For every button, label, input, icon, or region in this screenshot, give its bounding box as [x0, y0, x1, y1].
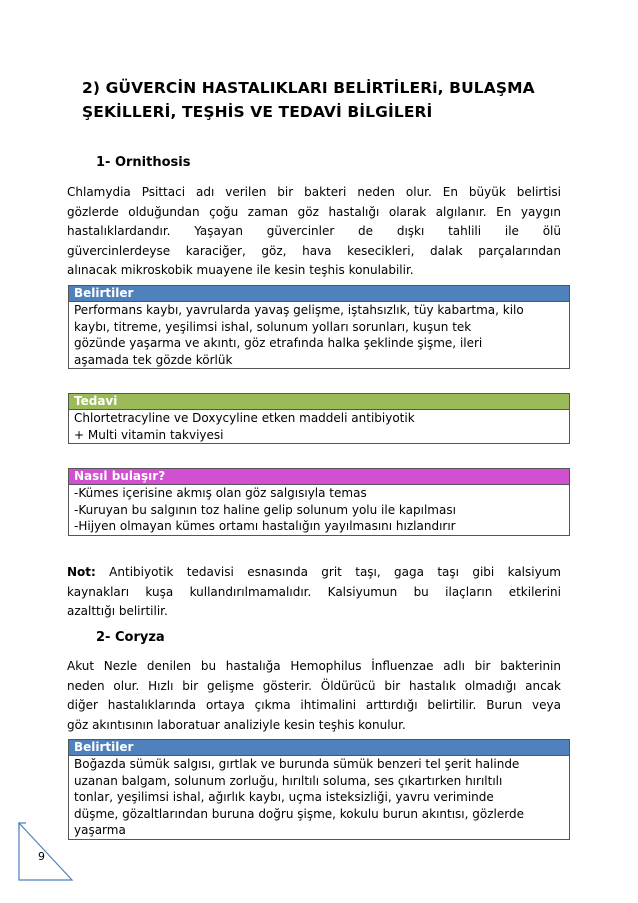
section-heading-coryza: 2- Coryza [96, 630, 165, 645]
page-number: 9 [38, 850, 45, 863]
paragraph-line: diğer hastalıklarında ortaya çıkma ihtimalini arttırdığı belirtilir. Burun veya [67, 698, 561, 712]
section-heading-ornithosis: 1- Ornithosis [96, 155, 191, 170]
symptoms-line: düşme, gözaltlarından buruna doğru şişme, kokulu burun akıntısı, gözlerde [74, 806, 524, 821]
paragraph-line: neden olur. Hızlı bir gelişme gösterir. Öldürücü bir hastalık olmadığı ancak [67, 678, 561, 693]
note-text: Antibiyotik tedavisi esnasında grit taşı, gaga taşı gibi kalsiyum [95, 565, 561, 579]
symptoms-header: Belirtiler [69, 740, 569, 756]
symptoms-line: yaşarma [74, 823, 126, 837]
transmission-header: Nasıl bulaşır? [69, 469, 569, 485]
symptoms-line: kaybı, titreme, yeşilimsi ishal, solunum yolları sorunları, kuşun tek [74, 319, 472, 334]
symptoms-line: Performans kaybı, yavrularda yavaş gelişme, iştahsızlık, tüy kabartma, kilo [74, 303, 524, 317]
treatment-line: Chlortetracyline ve Doxycyline etken maddeli antibiyotik [74, 411, 415, 425]
coryza-symptoms-box [68, 739, 570, 840]
page-corner-icon [18, 822, 78, 882]
paragraph-line: göz akıntısının laboratuar analiziyle kesin teşhis konulur. [67, 717, 406, 732]
symptoms-line: Boğazda sümük salgısı, gırtlak ve burunda sümük benzeri tel şerit halinde [74, 757, 520, 771]
note-line: azalttığı belirtilir. [67, 604, 168, 618]
note-line [67, 563, 561, 583]
paragraph-line: Akut Nezle denilen bu hastalığa Hemophilus İnfluenzae adlı bir bakterinin [67, 659, 561, 673]
symptoms-header: Belirtiler [69, 286, 569, 302]
symptoms-line: gözünde yaşarma ve akıntı, göz etrafında halka şeklinde şişme, ileri [74, 336, 483, 350]
symptoms-line: uzanan balgam, solunum zorluğu, hırıltılı soluma, ses çıkartırken hırıltılı [74, 773, 503, 788]
title-line-1: 2) GÜVERCİN HASTALIKLARI BELİRTİLERi, BULAŞMA [82, 79, 535, 97]
symptoms-line: tonlar, yeşilimsi ishal, ağırlık kaybı, uçma isteksizliği, yavru veriminde [74, 790, 494, 804]
ornithosis-transmission-box [68, 468, 570, 536]
paragraph-line: alınacak mikroskobik muayene ile kesin teşhis konulabilir. [67, 263, 414, 277]
note-label: Not: [67, 565, 96, 579]
paragraph-line: hastalıklardandır. Yaşayan güvercinler de dışkı tahlili ile ölü [67, 224, 561, 238]
symptoms-line: aşamada tek gözde körlük [74, 352, 233, 367]
transmission-line: -Kuruyan bu salgının toz haline gelip solunum yolu ile kapılması [74, 502, 456, 517]
paragraph-line: gözlerde olduğundan çoğu zaman göz hastalığı olarak algılanır. En yaygın [67, 204, 561, 219]
ornithosis-paragraph [67, 183, 561, 281]
page-number-marker [18, 822, 78, 882]
page-title [82, 76, 562, 124]
note-line: kaynakları kuşa kullandırılmamalıdır. Kalsiyumun bu ilaçların etkilerini [67, 584, 561, 599]
transmission-line: -Hijyen olmayan kümes ortamı hastalığın yayılmasını hızlandırır [74, 519, 456, 533]
ornithosis-treatment-box [68, 393, 570, 444]
title-line-2: ŞEKİLLERİ, TEŞHİS VE TEDAVİ BİLGİLERİ [82, 103, 433, 121]
transmission-line: -Kümes içerisine akmış olan göz salgısıyla temas [74, 486, 367, 500]
coryza-paragraph [67, 657, 561, 735]
treatment-line: + Multi vitamin takviyesi [74, 427, 224, 442]
paragraph-line: güvercinlerdeyse karaciğer, göz, hava kesecikleri, dalak parçalarından [67, 243, 561, 258]
treatment-header: Tedavi [69, 394, 569, 410]
ornithosis-symptoms-box [68, 285, 570, 369]
note-paragraph [67, 563, 561, 622]
paragraph-line: Chlamydia Psittaci adı verilen bir bakteri neden olur. En büyük belirtisi [67, 185, 561, 199]
